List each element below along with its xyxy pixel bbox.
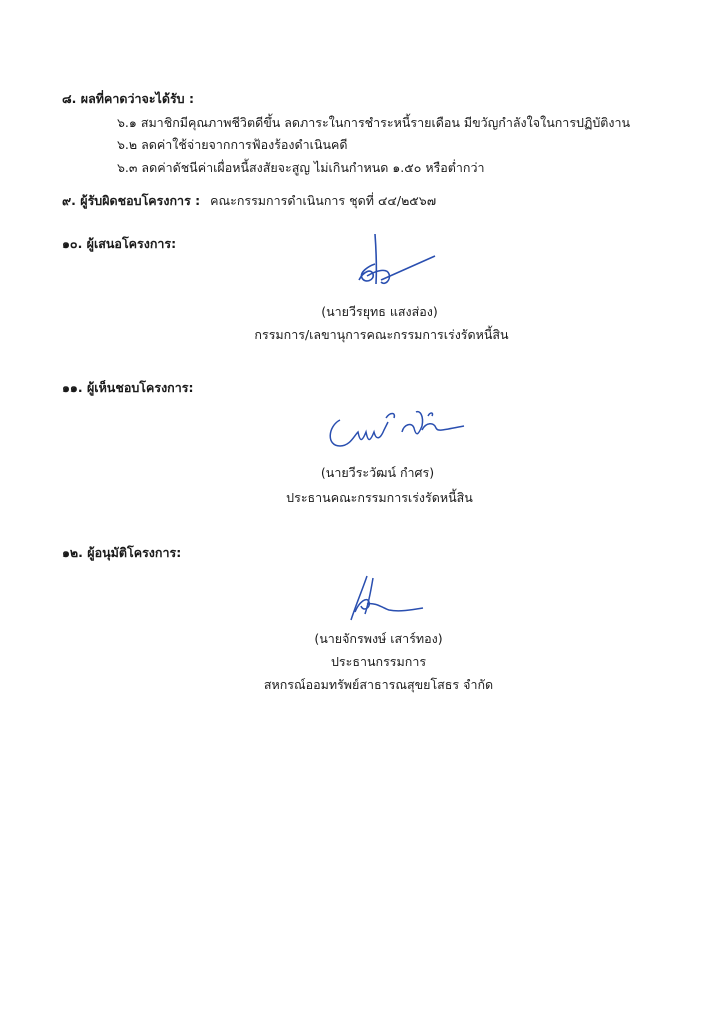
section12-heading: ๑๒. ผู้อนุมัติโครงการ: (62, 545, 182, 560)
section11-position: ประธานคณะกรรมการเร่งรัดหนี้สิน (286, 490, 473, 505)
signature-1 (345, 230, 440, 292)
section9-row (62, 193, 436, 208)
section8-item-3: ๖.๓ ลดค่าดัชนีค่าเผื่อหนี้สงสัยจะสูญ ไม่เกินกำหนด ๑.๕๐ หรือต่ำกว่า (117, 160, 485, 175)
section12-position: ประธานกรรมการ (330, 654, 427, 669)
signature-3 (345, 572, 425, 624)
section11-name: (นายวีระวัฒน์ กำศร) (320, 465, 435, 480)
section10-position: กรรมการ/เลขานุการคณะกรรมการเร่งรัดหนี้สิน (254, 327, 509, 342)
section8-item-1: ๖.๑ สมาชิกมีคุณภาพชีวิตดีขึ้น ลดภาระในการชำระหนี้รายเดือน มีขวัญกำลังใจในการปฏิบัติงาน (117, 115, 631, 130)
section9-heading: ๙. ผู้รับผิดชอบโครงการ : (62, 193, 201, 208)
section12-name: (นายจักรพงษ์ เสาร์ทอง) (314, 631, 443, 646)
signature-2 (322, 402, 467, 457)
section9-value: คณะกรรมการดำเนินการ ชุดที่ ๔๔/๒๕๖๗ (210, 193, 437, 208)
section12-organization: สหกรณ์ออมทรัพย์สาธารณสุขยโสธร จำกัด (263, 677, 494, 692)
section10-name: (นายวีรยุทธ แสงส่อง) (321, 304, 438, 319)
section10-heading: ๑๐. ผู้เสนอโครงการ: (62, 236, 177, 251)
section8-heading: ๘. ผลที่คาดว่าจะได้รับ : (62, 91, 194, 106)
section11-heading: ๑๑. ผู้เห็นชอบโครงการ: (62, 380, 194, 395)
section8-item-2: ๖.๒ ลดค่าใช้จ่ายจากการฟ้องร้องดำเนินคดี (117, 137, 348, 152)
